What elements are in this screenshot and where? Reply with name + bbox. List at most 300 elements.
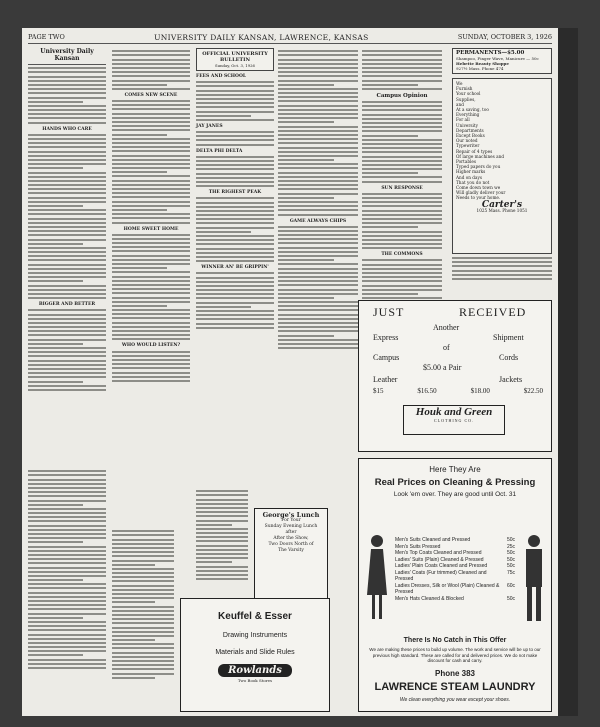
carters-line: Repair of 4 types: [456, 148, 493, 154]
text-line: [196, 81, 274, 83]
text-line: [112, 188, 190, 190]
text-line: [278, 234, 358, 236]
text-line: [196, 210, 274, 212]
text-line: [28, 268, 106, 270]
text-line: [196, 227, 274, 229]
text-line: [196, 574, 248, 576]
text-line: [28, 520, 106, 522]
text-line: [28, 650, 106, 652]
text-line: [112, 564, 155, 566]
text-line: [278, 184, 358, 186]
text-line: [362, 168, 442, 170]
text-line: [278, 335, 334, 337]
text-line: [196, 243, 274, 245]
text-line: [278, 343, 358, 345]
carters-line: That you do not: [456, 179, 490, 185]
carters-line: Portables: [456, 159, 476, 165]
text-line: [196, 231, 251, 233]
text-line: [196, 549, 248, 551]
text-line: [196, 557, 248, 559]
text-line: [28, 134, 106, 136]
text-line: [112, 597, 174, 599]
text-line: [362, 235, 442, 237]
text-line: [28, 389, 106, 391]
carters-line: Your school: [456, 91, 481, 97]
page-edge: [558, 28, 578, 716]
text-line: [112, 167, 190, 169]
editorial2-title: BIGGER AND BETTER: [38, 302, 96, 308]
laundry-head: Real Prices on Cleaning & Pressing: [374, 477, 536, 488]
text-line: [278, 130, 358, 132]
text-line: [28, 491, 106, 493]
text-line: [278, 96, 358, 98]
text-line: [362, 226, 418, 228]
text-line: [112, 322, 190, 324]
bulletin-text-3: [196, 156, 274, 187]
text-line: [112, 84, 167, 86]
text-line: [28, 376, 106, 378]
text-line: [362, 151, 442, 153]
text-line: [112, 54, 190, 56]
bulletin-box: [196, 48, 274, 71]
text-line: [112, 280, 190, 282]
text-line: [196, 532, 248, 534]
received-jackets: Jackets: [499, 375, 523, 384]
text-line: [28, 297, 106, 299]
text-line: [362, 147, 442, 149]
text-line: [112, 222, 190, 224]
laundry-sub: Look 'em over. They are good until Oct. 31: [393, 491, 517, 498]
text-line: [112, 263, 190, 265]
text-line: [196, 327, 274, 329]
permanents-line3: Hebette Beauty Shoppe: [456, 61, 509, 66]
text-line: [28, 213, 106, 215]
text-line: [196, 314, 274, 316]
text-line: [278, 238, 358, 240]
keuffel-line1: Drawing Instruments: [222, 632, 288, 639]
text-line: [112, 673, 174, 675]
text-line: [196, 139, 274, 141]
text-line: [112, 297, 190, 299]
text-line: [28, 642, 106, 644]
georges-line: Two Doors North of: [268, 542, 314, 547]
price-value: 50c: [506, 550, 515, 556]
man-figure-icon: [523, 533, 545, 623]
text-line: [28, 113, 106, 115]
text-line: [112, 196, 190, 198]
text-line: [28, 105, 106, 107]
text-line: [28, 276, 106, 278]
text-line: [28, 608, 106, 610]
text-line: [196, 252, 274, 254]
column-5: [452, 48, 552, 318]
rowlands-sub: Two Book Stores: [237, 678, 273, 683]
text-line: [196, 566, 248, 568]
text-line: [28, 646, 106, 648]
text-line: [28, 347, 106, 349]
text-line: [28, 554, 106, 556]
carters-line: For all: [456, 117, 470, 123]
text-line: [362, 193, 442, 195]
text-line: [196, 168, 274, 170]
text-line: [28, 479, 106, 481]
text-line: [196, 206, 274, 208]
text-line: [362, 80, 442, 82]
text-line: [362, 201, 442, 203]
text-line: [196, 561, 232, 563]
text-line: [278, 134, 358, 136]
carters-ad: [452, 78, 552, 254]
price-row: [395, 570, 515, 583]
text-line: [112, 63, 190, 65]
text-line: [28, 188, 106, 190]
text-line: [278, 167, 358, 169]
paper-title: UNIVERSITY DAILY KANSAN, LAWRENCE, KANSAS: [154, 32, 369, 42]
text-line: [28, 80, 106, 82]
carters-line: Everything: [456, 112, 480, 118]
page-number: PAGE TWO: [28, 33, 65, 41]
text-line: [28, 209, 106, 211]
text-line: [28, 537, 106, 539]
text-line: [196, 106, 274, 108]
text-line: [278, 109, 358, 111]
text-line: [362, 293, 418, 295]
text-line: [196, 545, 248, 547]
text-line: [196, 507, 248, 509]
text-line: [196, 520, 248, 522]
text-line: [196, 323, 274, 325]
text-line: [196, 540, 248, 542]
carters-name: Carter's: [481, 199, 523, 210]
text-line: [278, 284, 358, 286]
text-line: [196, 578, 248, 580]
text-line: [28, 142, 106, 144]
bulletin-text-2: [196, 131, 274, 146]
text-line: [28, 280, 83, 282]
text-line: [112, 643, 174, 645]
text-line: [112, 234, 190, 236]
text-line: [28, 483, 106, 485]
text-line: [112, 652, 174, 654]
text-line: [278, 193, 358, 195]
price-label: Men's Top Coats Cleaned and Pressed: [395, 550, 482, 556]
text-line: [362, 67, 442, 69]
home-title: HOME SWEET HOME: [123, 226, 179, 232]
text-line: [278, 247, 358, 249]
text-line: [196, 490, 248, 492]
text-line: [112, 213, 190, 215]
text-line: [112, 334, 190, 336]
col3b-text-2: [278, 226, 358, 349]
text-line: [362, 156, 442, 158]
text-line: [28, 88, 106, 90]
text-line: [28, 243, 83, 245]
text-line: [362, 218, 442, 220]
text-line: [112, 668, 174, 670]
text-line: [196, 260, 274, 262]
text-line: [278, 172, 358, 174]
text-line: [278, 92, 358, 94]
text-line: [196, 218, 274, 220]
text-line: [112, 104, 190, 106]
text-line: [28, 234, 106, 236]
rowlands-logo: Rowlands: [218, 664, 292, 677]
text-line: [28, 122, 106, 124]
text-line: [278, 301, 358, 303]
text-line: [28, 167, 83, 169]
text-line: [278, 289, 358, 291]
text-line: [362, 139, 442, 141]
text-line: [28, 654, 83, 656]
text-line: [112, 543, 174, 545]
text-line: [112, 159, 190, 161]
keuffel-line2: Materials and Slide Rules: [215, 649, 295, 656]
column-1: [28, 48, 106, 393]
text-line: [28, 495, 106, 497]
permanents-line4: 927½ Mass. Phone 474: [456, 66, 504, 71]
text-line: [452, 265, 552, 267]
column-2-lower: [112, 528, 174, 708]
text-line: [196, 181, 274, 183]
text-line: [28, 255, 106, 257]
text-line: [278, 63, 358, 65]
carters-lines: [456, 81, 548, 201]
text-line: [196, 115, 251, 117]
price-value: 50c: [506, 556, 515, 563]
text-line: [28, 309, 106, 311]
text-line: [196, 156, 274, 158]
text-line: [28, 508, 106, 510]
text-line: [28, 604, 106, 606]
text-line: [196, 256, 274, 258]
laundry-top: Here They Are: [429, 465, 481, 474]
carters-line: University: [456, 122, 478, 128]
laundry-tag: We clean everything you wear except your shoes.: [399, 697, 511, 703]
text-line: [362, 63, 442, 65]
text-line: [28, 146, 106, 148]
text-line: [28, 638, 106, 640]
text-line: [28, 176, 106, 178]
text-line: [28, 163, 106, 165]
text-line: [112, 317, 190, 319]
text-line: [452, 270, 552, 272]
text-line: [196, 248, 274, 250]
text-line: [278, 201, 358, 203]
received-title1: JUST: [373, 305, 405, 319]
text-line: [362, 143, 442, 145]
text-line: [28, 504, 83, 506]
text-line: [112, 100, 190, 102]
text-line: [28, 184, 106, 186]
text-line: [196, 185, 274, 187]
text-line: [196, 528, 248, 530]
text-line: [28, 533, 106, 535]
text-line: [28, 330, 106, 332]
text-line: [112, 372, 190, 374]
column-3-lower: [196, 488, 248, 594]
text-line: [278, 263, 358, 265]
text-line: [112, 618, 174, 620]
carters-address: 1025 Mass. Phone 1051: [476, 207, 528, 213]
text-line: [278, 142, 358, 144]
text-line: [28, 197, 106, 199]
text-line: [278, 280, 358, 282]
text-line: [196, 98, 274, 100]
text-line: [28, 138, 106, 140]
text-line: [112, 242, 190, 244]
text-line: [28, 201, 106, 203]
text-line: [112, 276, 190, 278]
text-line: [278, 117, 358, 119]
text-line: [28, 579, 83, 581]
price: $18.00: [470, 387, 490, 395]
text-line: [362, 231, 442, 233]
text-line: [278, 226, 358, 228]
text-line: [112, 129, 190, 131]
text-line: [196, 119, 274, 121]
text-line: [112, 163, 190, 165]
text-line: [278, 105, 358, 107]
text-line: [196, 536, 248, 538]
text-line: [112, 146, 190, 148]
text-line: [28, 159, 106, 161]
text-line: [362, 109, 442, 111]
text-line: [196, 202, 274, 204]
text-line: [196, 310, 274, 312]
text-line: [28, 364, 106, 366]
text-line: [28, 192, 106, 194]
text-line: [28, 474, 106, 476]
text-line: [28, 67, 106, 69]
masthead-text: [28, 67, 106, 123]
text-line: [112, 547, 174, 549]
text-line: [196, 503, 248, 505]
text-line: [196, 281, 274, 283]
text-line: [28, 205, 83, 207]
text-line: [112, 568, 174, 570]
column-2: [112, 48, 190, 384]
text-line: [112, 601, 155, 603]
price-label: Men's Suits Pressed: [395, 543, 441, 550]
received-campus: Campus: [373, 353, 400, 362]
text-line: [28, 571, 106, 573]
text-line: [362, 289, 442, 291]
text-line: [196, 94, 274, 96]
text-line: [112, 50, 190, 52]
carters-line: We: [456, 81, 463, 86]
text-line: [28, 334, 106, 336]
text-line: [278, 88, 358, 90]
text-line: [362, 272, 442, 274]
text-line: [196, 306, 251, 308]
text-line: [112, 534, 174, 536]
text-line: [196, 285, 274, 287]
winner-title: WINNER AN' BE GRIPPIN': [201, 265, 269, 271]
who-title: WHO WOULD LISTEN?: [121, 343, 181, 349]
text-line: [112, 88, 190, 90]
commons-title: THE COMMONS: [381, 252, 423, 258]
text-line: [28, 562, 106, 564]
opinion-title: Campus Opinion: [376, 92, 428, 99]
text-line: [196, 214, 274, 216]
text-line: [28, 621, 106, 623]
text-line: [28, 71, 106, 73]
poem-title: COMES NEW SCENE: [124, 92, 178, 98]
georges-line: Sunday Evening Lunch: [264, 524, 318, 529]
text-line: [362, 247, 442, 249]
text-line: [112, 80, 190, 82]
text-line: [112, 639, 155, 641]
text-line: [278, 80, 358, 82]
text-line: [196, 85, 274, 87]
text-line: [28, 264, 106, 266]
text-line: [278, 214, 358, 216]
text-line: [362, 181, 442, 183]
text-line: [278, 180, 358, 182]
text-line: [28, 529, 106, 531]
georges-line: after: [285, 530, 297, 535]
text-line: [196, 272, 274, 274]
text-line: [112, 138, 190, 140]
text-line: [112, 292, 190, 294]
received-shipment: Shipment: [493, 333, 524, 342]
text-line: [28, 226, 106, 228]
text-line: [362, 243, 442, 245]
newspaper-page: [22, 28, 558, 716]
carters-line: At a saving, too: [456, 107, 489, 113]
text-line: [112, 539, 174, 541]
text-line: [362, 114, 442, 116]
text-line: [196, 235, 274, 237]
permanents-ad: [452, 48, 552, 74]
text-line: [28, 293, 106, 295]
carters-line: Come down town we: [456, 185, 501, 191]
text-line: [28, 516, 106, 518]
col5-text: [452, 257, 552, 280]
text-line: [28, 101, 83, 103]
text-line: [278, 113, 358, 115]
text-line: [196, 297, 274, 299]
text-line: [278, 54, 358, 56]
text-line: [28, 326, 106, 328]
text-line: [278, 251, 358, 253]
price-row: [395, 583, 515, 596]
text-line: [362, 88, 442, 90]
text-line: [112, 175, 190, 177]
text-line: [112, 627, 174, 629]
text-line: [362, 176, 442, 178]
text-line: [196, 293, 274, 295]
text-line: [362, 214, 442, 216]
text-line: [452, 257, 552, 259]
laundry-phone: Phone 383: [434, 669, 475, 678]
text-line: [112, 376, 190, 378]
text-line: [362, 197, 442, 199]
text-line: [112, 610, 174, 612]
text-line: [278, 126, 358, 128]
text-line: [28, 596, 106, 598]
text-line: [112, 301, 190, 303]
text-line: [112, 250, 190, 252]
right-text: [196, 197, 274, 262]
georges-lunch-ad: [254, 508, 328, 600]
houk-green-sub: CLOTHING CO.: [434, 418, 474, 423]
text-line: [28, 617, 83, 619]
text-line: [112, 660, 174, 662]
text-line: [112, 614, 174, 616]
text-line: [278, 71, 358, 73]
bulletin-item-1: FEES AND SCHOOL: [196, 74, 247, 79]
